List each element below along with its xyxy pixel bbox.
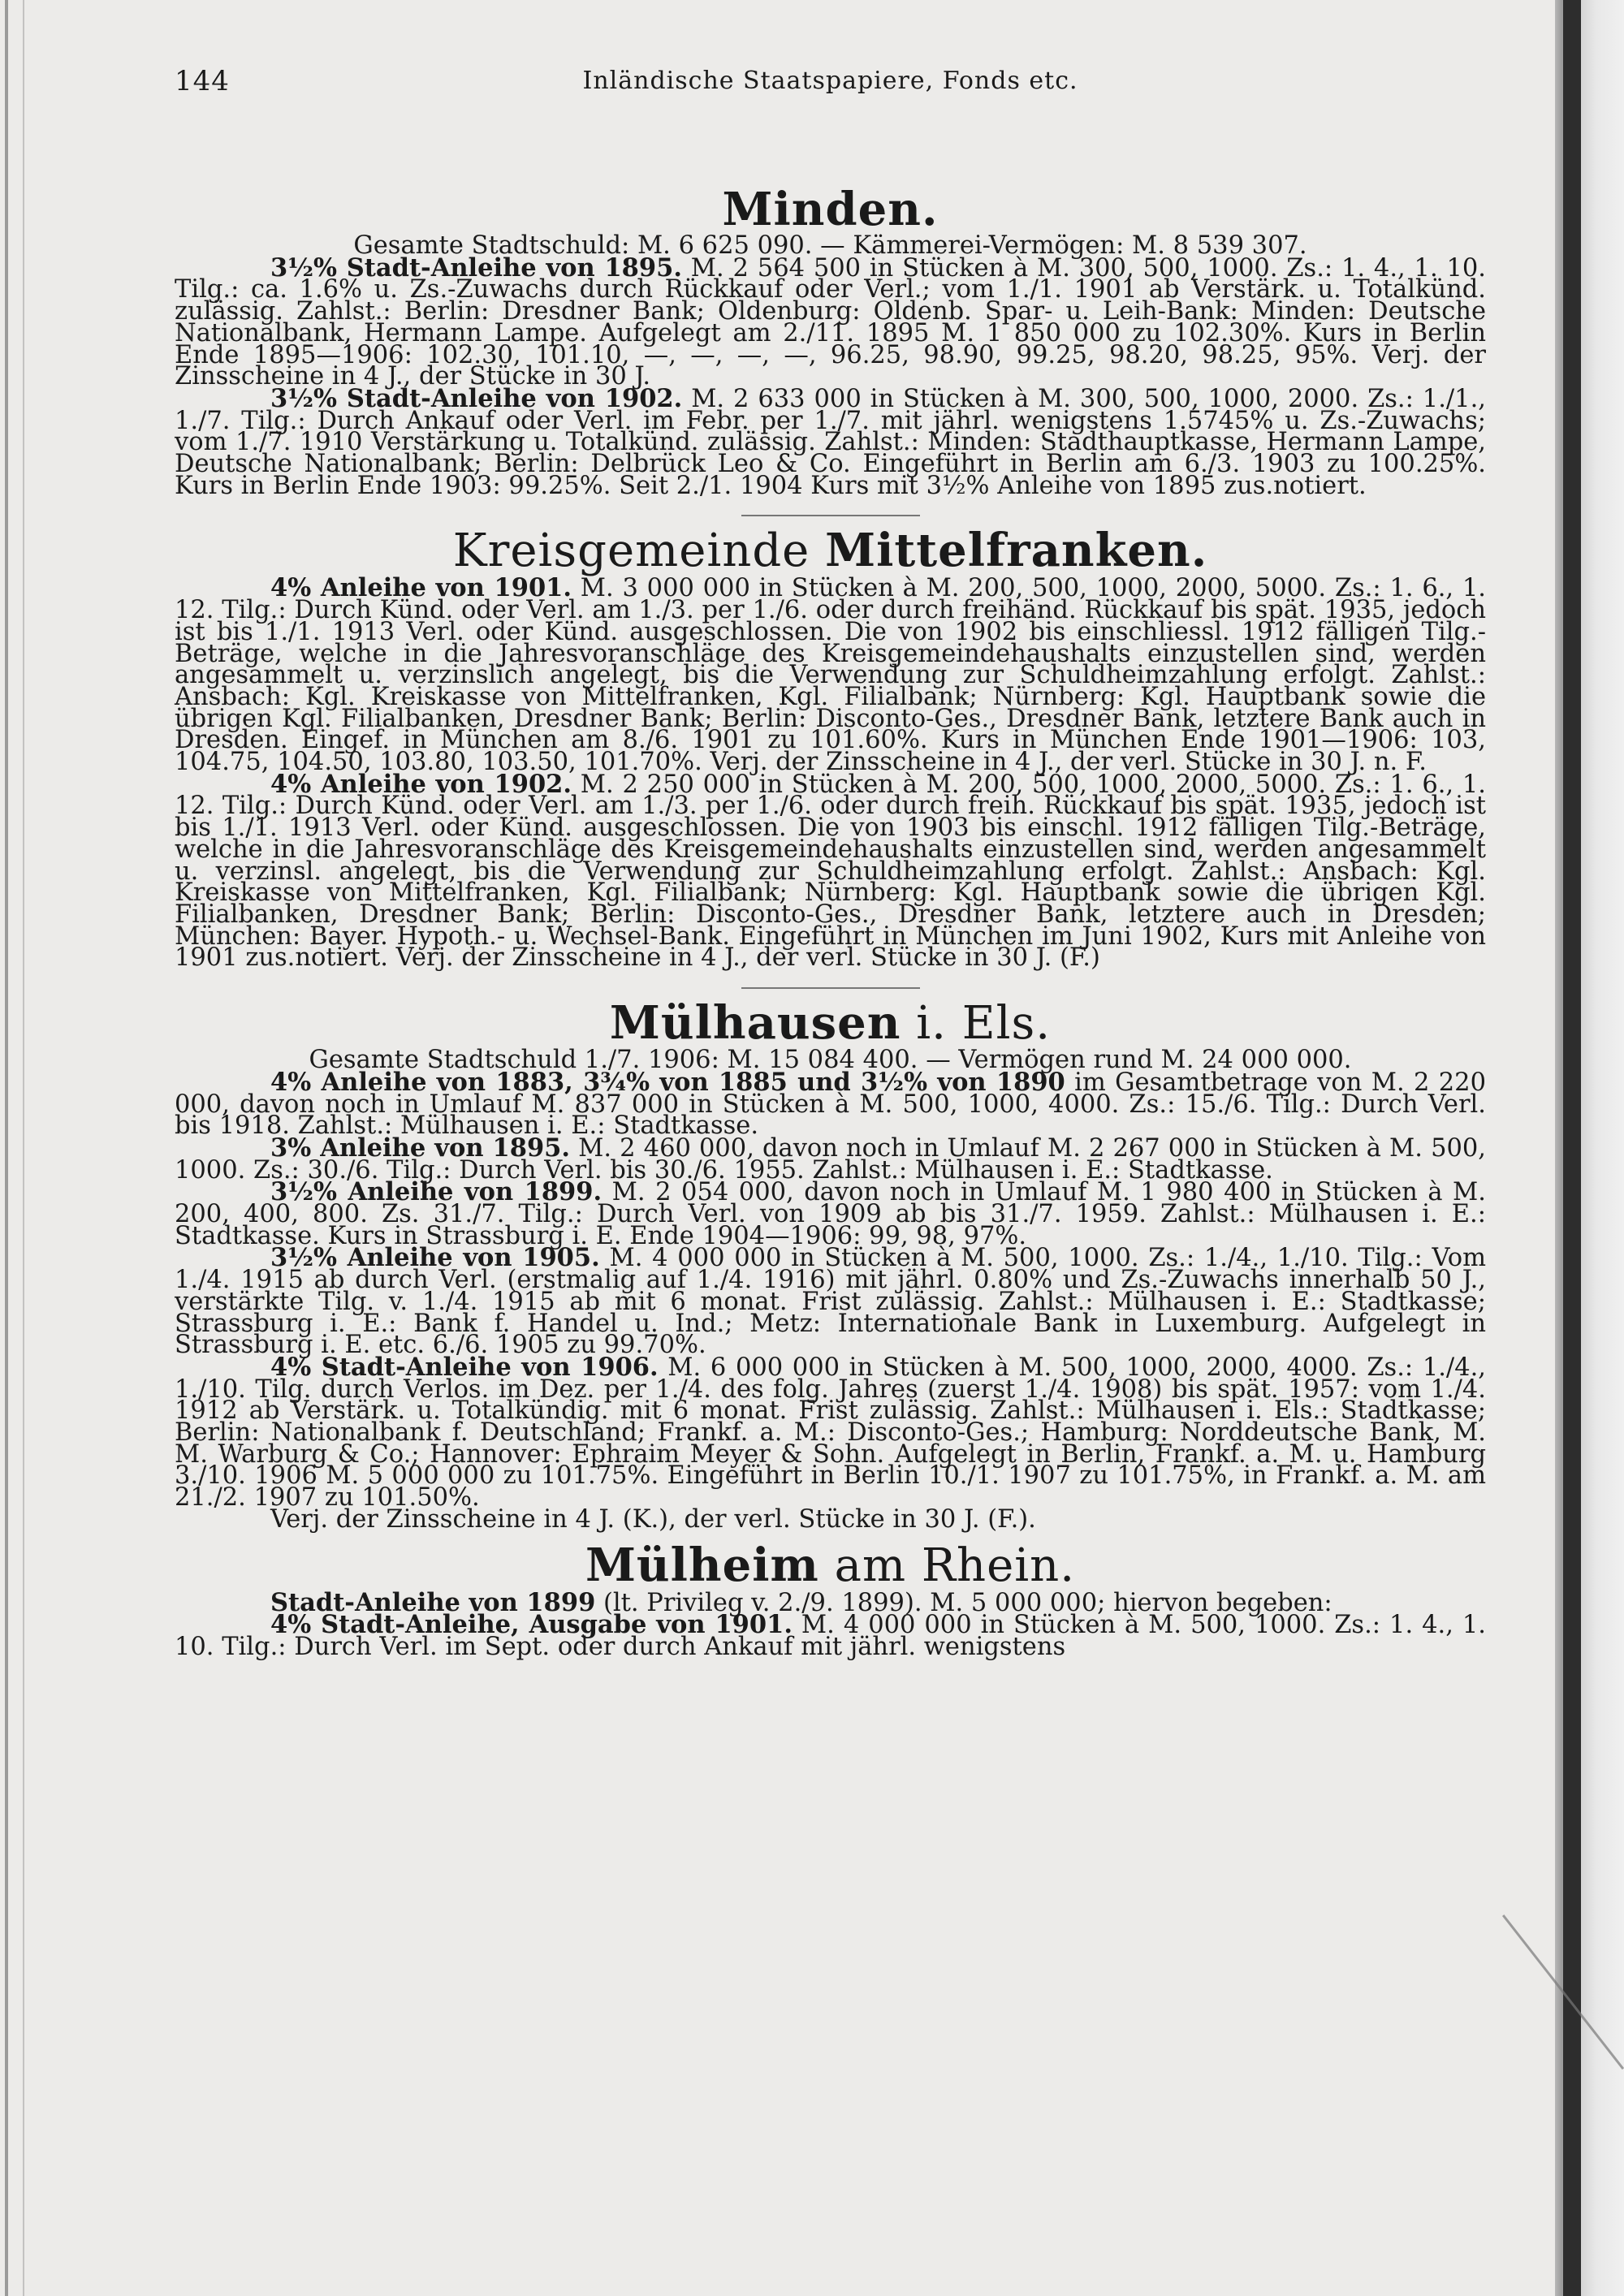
loan-heading: 3½% Stadt-Anleihe von 1895. bbox=[270, 252, 682, 283]
loan-text: (lt. Privileg v. 2./9. 1899). M. 5 000 000; hiervon begeben: bbox=[595, 1588, 1332, 1617]
book-spine-edge bbox=[1555, 0, 1624, 2296]
title-part: am Rhein. bbox=[818, 1539, 1076, 1592]
gutter-line bbox=[23, 0, 24, 2296]
muelhausen-loan-1883 bbox=[175, 1067, 1486, 1141]
minden-loan-1902 bbox=[175, 383, 1486, 500]
loan-text: M. 4 000 000 in Stücken à M. 500, 1000. Zs.: 1./4., 1./10. Tilg.: Vom 1./4. 1915 ab durch Verl. (erstmalig auf 1./4. 1916) mit jährl. 0.80% und Zs.-Zuwachs innerhalb 50 J., verstärkte Tilg. v. 1./4. 1915 ab mit 6 monat. Frist zulässig. Zahlst.: Mülhausen i. E.: Stadtkasse; Strassburg i. E.: Bank f. Handel u. Ind.; Metz: Internationale Bank in Luxemburg. Aufgelegt in Strassburg i. E. etc. 6./6. 1905 zu 99.70%. bbox=[175, 1244, 1486, 1360]
section-divider bbox=[741, 515, 920, 516]
muelhausen-summary: Gesamte Stadtschuld 1./7. 1906: M. 15 084 400. — Vermögen rund M. 24 000 000. bbox=[309, 1046, 1352, 1075]
loan-text: M. 2 250 000 in Stücken à M. 200, 500, 1000, 2000, 5000. Zs.: 1. 6., 1. 12. Tilg.: Durch Künd. oder Verl. am 1./3. per 1./6. oder durch freih. Rückkauf bis spät. 1935, jedoch ist bis 1./1. 1913 Verl. oder Künd. ausgeschlossen. Die von 1903 bis einschl. 1912 fälligen Tilg.-Beträge, welche in die Jahresvoranschläge des Kreisgemeindehaushalts einzustellen sind, werden angesammelt u. verzinsl. angelegt, bis die Verwendung zur Schuldheimzahlung erfolgt. Zahlst.: Ansbach: Kgl. Kreiskasse von Mittelfranken, Kgl. Filialbank; Nürnberg: Kgl. Hauptbank sowie die übrigen Kgl. Filialbanken, Dresdner Bank; Berlin: Disconto-Ges., Dresdner Bank, letztere auch in Dresden; München: Bayer. Hypoth.- u. Wechsel-Bank. Eingeführt in München im Juni 1902, Kurs mit Anleihe von 1901 zus.notiert. Verj. der Zinsscheine in 4 J., der verl. Stücke in 30 J. (F.) bbox=[175, 770, 1486, 973]
mittelfranken-loan-1901 bbox=[175, 573, 1486, 777]
loan-text: M. 2 564 500 in Stücken à M. 300, 500, 1000. Zs.: 1. 4., 1. 10. Tilg.: ca. 1.6% u. Zs.-Zuwachs durch Rückkauf oder Verl.; vom 1./1. 1901 ab Verstärk. u. Totalkünd. zulässig. Zahlst.: Berlin: Dresdner Bank; Oldenburg: Oldenb. Spar- u. Leih-Bank: Minden: Deutsche Nationalbank, Hermann Lampe. Aufgelegt am 2./11. 1895 M. 1 850 000 zu 102.30%. Kurs in Berlin Ende 1895—1906: 102.30, 101.10, —, —, —, —, 96.25, 98.90, 99.25, 98.20, 98.25, 95%. Verj. der Zinsscheine in 4 J., der Stücke in 30 J. bbox=[175, 253, 1486, 391]
title-part: Mittelfranken. bbox=[825, 524, 1208, 578]
muelhausen-loan-1905 bbox=[175, 1243, 1486, 1360]
title-part: Kreisgemeinde bbox=[452, 524, 826, 578]
mittelfranken-loan-1902 bbox=[175, 769, 1486, 973]
title-part: Mülhausen bbox=[609, 996, 901, 1051]
page-number: 144 bbox=[175, 65, 230, 97]
loan-heading: 4% Anleihe von 1901. bbox=[270, 573, 572, 603]
title-part: Mülheim bbox=[585, 1538, 819, 1592]
section-title-minden: Minden. bbox=[722, 183, 939, 236]
gutter-shadow bbox=[5, 0, 8, 2296]
loan-heading: 4% Stadt-Anleihe von 1906. bbox=[270, 1352, 659, 1382]
page-content bbox=[175, 49, 1486, 1659]
loan-heading: 3½% Anleihe von 1899. bbox=[270, 1177, 603, 1207]
loan-text: im Gesamtbetrage von M. 2 220 000, davon noch in Umlauf M. 837 000 in Stücken à M. 500, 1000, 4000. Zs.: 15./6. Tilg.: Durch Verl. bis 1918. Zahlst.: Mülhausen i. E.: Stadtkasse. bbox=[175, 1068, 1486, 1141]
running-head bbox=[175, 49, 1486, 106]
spine-shadow bbox=[1563, 0, 1581, 2296]
loan-heading: 3% Anleihe von 1895. bbox=[270, 1133, 571, 1163]
loan-text: M. 3 000 000 in Stücken à M. 200, 500, 1000, 2000, 5000. Zs.: 1. 6., 1. 12. Tilg.: Durch Künd. oder Verl. am 1./3. per 1./6. oder durch freihänd. Rückkauf bis spät. 1935, jedoch ist bis 1./1. 1913 Verl. oder Künd. ausgeschlossen. Die von 1902 bis einschliessl. 1912 fälligen Tilg.-Beträge, welche in die Jahresvoranschläge des Kreisgemeindehaushalts einzustellen sind, werden angesammelt u. verzinslich angelegt, bis die Verwendung zur Schuldheimzahlung erfolgt. Zahlst.: Ansbach: Kgl. Kreiskasse von Mittelfranken, Kgl. Filialbank; Nürnberg: Kgl. Hauptbank sowie die übrigen Kgl. Filialbanken, Dresdner Bank; Berlin: Disconto-Ges., Dresdner Bank, letztere Bank auch in Dresden. Eingef. in München am 8./6. 1901 zu 101.60%. Kurs in München Ende 1901—1906: 103, 104.75, 104.50, 103.80, 103.50, 101.70%. Verj. der Zinsscheine in 4 J., der verl. Stücke in 30 J. n. F. bbox=[175, 574, 1486, 777]
section-title-mittelfranken bbox=[175, 524, 1486, 577]
loan-heading: 3½% Stadt-Anleihe von 1902. bbox=[270, 383, 683, 413]
loan-text: M. 2 633 000 in Stücken à M. 300, 500, 1000, 2000. Zs.: 1./1., 1./7. Tilg.: Durch Ankauf oder Verl. im Febr. per 1./7. mit jährl. wenigstens 1.5745% u. Zs.-Zuwachs; vom 1./7. 1910 Verstärkung u. Totalkünd. zulässig. Zahlst.: Minden: Stadthauptkasse, Hermann Lampe, Deutsche Nationalbank; Berlin: Delbrück Leo & Co. Eingeführt in Berlin am 6./3. 1903 zu 100.25%. Kurs in Berlin Ende 1903: 99.25%. Seit 2./1. 1904 Kurs mit 3½% Anleihe von 1895 zus.notiert. bbox=[175, 384, 1486, 500]
loan-heading: Stadt-Anleihe von 1899 bbox=[270, 1587, 596, 1617]
muelheim-loan-1901 bbox=[175, 1610, 1486, 1661]
muelhausen-loan-1906-note: Verj. der Zinsscheine in 4 J. (K.), der verl. Stücke in 30 J. (F.). bbox=[270, 1504, 1036, 1534]
loan-text: M. 2 054 000, davon noch in Umlauf M. 1 980 400 in Stücken à M. 200, 400, 800. Zs. 31./7. Tilg.: Durch Verl. von 1909 ab bis 31./7. 1959. Zahlst.: Mülhausen i. E.: Stadtkasse. Kurs in Strassburg i. E. Ende 1904—1906: 99, 98, 97%. bbox=[175, 1178, 1486, 1250]
loan-text: M. 4 000 000 in Stücken à M. 500, 1000. Zs.: 1. 4., 1. 10. Tilg.: Durch Verl. im Sept. oder durch Ankauf mit jährl. wenigstens bbox=[175, 1611, 1486, 1661]
loan-heading: 4% Stadt-Anleihe, Ausgabe von 1901. bbox=[270, 1610, 793, 1640]
section-title-muelheim bbox=[175, 1539, 1486, 1592]
running-title: Inländische Staatspapiere, Fonds etc. bbox=[582, 67, 1078, 95]
section-divider bbox=[741, 987, 920, 989]
minden-loan-1895 bbox=[175, 252, 1486, 391]
loan-heading: 3½% Anleihe von 1905. bbox=[270, 1243, 600, 1273]
minden-summary: Gesamte Stadtschuld: M. 6 625 090. — Kämmerei-Vermögen: M. 8 539 307. bbox=[353, 231, 1307, 260]
title-part: i. Els. bbox=[901, 997, 1052, 1051]
muelhausen-loan-1895 bbox=[175, 1133, 1486, 1185]
muelhausen-loan-1906 bbox=[175, 1352, 1486, 1513]
loan-text: M. 6 000 000 in Stücken à M. 500, 1000, 2000, 4000. Zs.: 1./4., 1./10. Tilg. durch Verlos. im Dez. per 1./4. des folg. Jahres (zuerst 1./4. 1908) bis spät. 1957: vom 1./4. 1912 ab Verstärk. u. Totalkündig. mit 6 monat. Frist zulässig. Zahlst.: Mülhausen i. Els.: Stadtkasse; Berlin: Nationalbank f. Deutschland; Frankf. a. M.: Disconto-Ges.; Hamburg: Norddeutsche Bank, M. M. Warburg & Co.; Hannover: Ephraim Meyer & Sohn. Aufgelegt in Berlin, Frankf. a. M. u. Hamburg 3./10. 1906 M. 5 000 000 zu 101.75%. Eingeführt in Berlin 10./1. 1907 zu 101.75%, in Frankf. a. M. am 21./2. 1907 zu 101.50%. bbox=[175, 1353, 1486, 1513]
loan-heading: 4% Anleihe von 1902. bbox=[270, 769, 572, 799]
loan-text: M. 2 460 000, davon noch in Umlauf M. 2 267 000 in Stücken à M. 500, 1000. Zs.: 30./6. Tilg.: Durch Verl. bis 30./6. 1955. Zahlst.: Mülhausen i. E.: Stadtkasse. bbox=[175, 1133, 1486, 1185]
muelhausen-loan-1899 bbox=[175, 1177, 1486, 1250]
section-title-muelhausen bbox=[175, 997, 1486, 1050]
loan-heading: 4% Anleihe von 1883, 3¾% von 1885 und 3½% von 1890 bbox=[270, 1067, 1065, 1097]
